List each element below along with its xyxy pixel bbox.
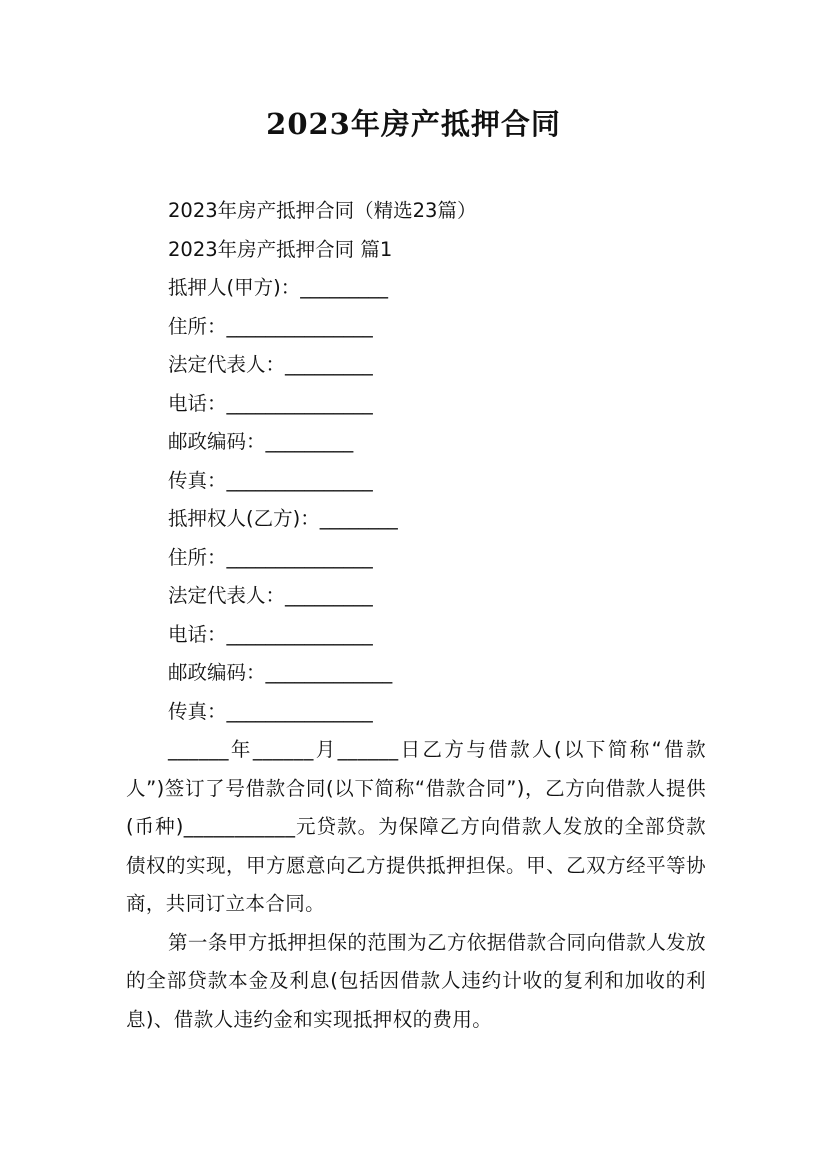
mortgagor-fax: 传真：_______________ [168, 468, 373, 492]
article-one-paragraph: 第一条甲方抵押担保的范围为乙方依据借款合同向借款人发放的全部贷款本金及利息(包括因借款人违约计收的复利和加收的利息)、借款人违约金和实现抵押权的费用。 [126, 930, 706, 1031]
mortgagee-postcode: 邮政编码：_____________ [168, 661, 393, 684]
section-heading: 2023年房产抵押合同 篇1 [168, 237, 393, 261]
mortgagor-address: 住所：_______________ [168, 314, 373, 338]
mortgagor-phone: 电话：_______________ [168, 391, 373, 415]
document-title: 2023年房产抵押合同 [266, 107, 561, 141]
contract-preamble-paragraph: ______年______月______日乙方与借款人(以下简称“借款人”)签订了号借款合同(以下简称“借款合同”)，乙方向借款人提供(币种)___________元贷款。为保障乙方向借款人发放的全部贷款债权的实现，甲方愿意向乙方提供抵押担保。甲、乙双方经平等协商，共同订立本合同。 [126, 738, 706, 915]
mortgagee-legal-rep: 法定代表人：_________ [168, 584, 373, 607]
mortgagor-label: 抵押人(甲方)：_________ [168, 276, 388, 299]
subtitle-line: 2023年房产抵押合同（精选23篇） [168, 199, 477, 222]
mortgagee-address: 住所：_______________ [168, 545, 373, 569]
mortgagee-fax: 传真：_______________ [168, 699, 373, 723]
document-body [126, 192, 706, 1039]
mortgagor-postcode: 邮政编码：_________ [168, 430, 354, 453]
mortgagee-phone: 电话：_______________ [168, 622, 373, 646]
mortgagor-legal-rep: 法定代表人：_________ [168, 353, 373, 376]
mortgagee-label: 抵押权人(乙方)：________ [168, 507, 398, 530]
